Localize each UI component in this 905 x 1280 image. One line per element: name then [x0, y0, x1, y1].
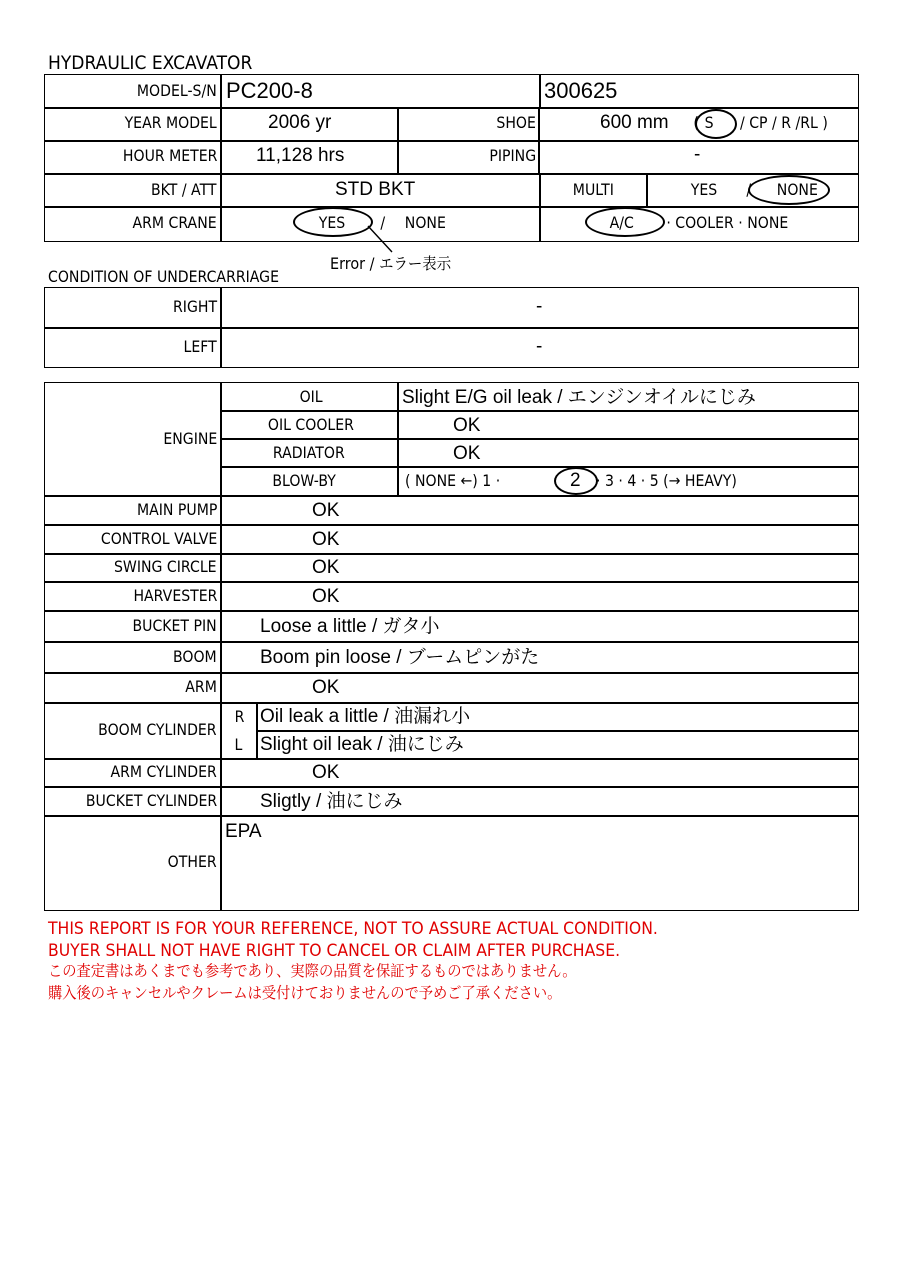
blowby-scale-left: ( NONE ←) 1 ·	[405, 471, 501, 490]
boom-cylinder-label: BOOM CYLINDER	[98, 720, 217, 739]
main-pump-value: OK	[312, 500, 340, 521]
disclaimer-line-2: BUYER SHALL NOT HAVE RIGHT TO CANCEL OR CLAIM AFTER PURCHASE.	[48, 941, 621, 961]
multi-sep: /	[746, 180, 752, 199]
multi-yes: YES	[690, 180, 718, 199]
hour-meter-value: 11,128 hrs	[256, 145, 345, 166]
boom-cylinder-r-value: Oil leak a little / 油漏れ小	[260, 706, 471, 727]
shoe-option-s: S	[704, 113, 714, 132]
control-valve-value: OK	[312, 529, 340, 550]
model-sn-label: MODEL-S/N	[137, 81, 217, 100]
document-title: HYDRAULIC EXCAVATOR	[48, 52, 253, 74]
model-value: PC200-8	[226, 78, 313, 103]
serial-value: 300625	[544, 78, 618, 103]
undercarriage-title: CONDITION OF UNDERCARRIAGE	[48, 267, 279, 286]
harvester-label: HARVESTER	[133, 586, 217, 605]
swing-circle-value: OK	[312, 557, 340, 578]
oil-value: Slight E/G oil leak / エンジンオイルにじみ	[402, 387, 756, 408]
oil-cooler-label: OIL COOLER	[267, 415, 354, 434]
arm-cylinder-value: OK	[312, 762, 340, 783]
ac-rest: · COOLER · NONE	[666, 213, 789, 232]
left-label: LEFT	[183, 337, 217, 356]
right-label: RIGHT	[172, 297, 217, 316]
ac-selected-circle	[585, 207, 665, 237]
swing-circle-label: SWING CIRCLE	[114, 557, 217, 576]
boom-cylinder-l-value: Slight oil leak / 油にじみ	[260, 734, 464, 755]
bucket-pin-label: BUCKET PIN	[132, 616, 217, 635]
year-model-value: 2006 yr	[268, 112, 332, 133]
arm-cylinder-label: ARM CYLINDER	[110, 762, 217, 781]
piping-value: -	[694, 144, 701, 165]
arm-value: OK	[312, 677, 340, 698]
arm-crane-sep: /	[380, 213, 386, 232]
harvester-value: OK	[312, 586, 340, 607]
disclaimer-line-3: この査定書はあくまでも参考であり、実際の品質を保証するものではありません。	[48, 962, 577, 980]
shoe-option-open: (	[693, 113, 699, 132]
disclaimer-line-4: 購入後のキャンセルやクレームは受付けておりませんので予めご了承ください。	[48, 984, 562, 1002]
control-valve-label: CONTROL VALVE	[100, 529, 217, 548]
radiator-label: RADIATOR	[272, 443, 345, 462]
other-label: OTHER	[168, 852, 217, 871]
bucket-cylinder-label: BUCKET CYLINDER	[85, 791, 217, 810]
multi-none: NONE	[776, 180, 818, 199]
engine-label: ENGINE	[163, 429, 217, 448]
shoe-option-rest: / CP / R /RL )	[739, 113, 828, 132]
blowby-scale-right: · 3 · 4 · 5 (→ HEAVY)	[596, 471, 737, 490]
other-value: EPA	[225, 821, 262, 842]
shoe-selected-circle	[695, 109, 737, 139]
disclaimer-line-1: THIS REPORT IS FOR YOUR REFERENCE, NOT TO ASSURE ACTUAL CONDITION.	[48, 919, 658, 939]
bucket-cylinder-value: Sligtly / 油にじみ	[260, 791, 403, 812]
bkt-att-label: BKT / ATT	[151, 180, 217, 199]
shoe-value: 600 mm	[600, 112, 669, 133]
arm-crane-yes: YES	[318, 213, 346, 232]
left-value: -	[536, 336, 543, 357]
boom-cylinder-l: L	[234, 735, 243, 754]
oil-label: OIL	[299, 387, 323, 406]
shoe-label: SHOE	[496, 113, 536, 132]
oil-cooler-value: OK	[453, 415, 481, 436]
blowby-selected-value: 2	[570, 470, 581, 491]
ac-value: A/C	[609, 213, 634, 232]
piping-label: PIPING	[489, 146, 536, 165]
error-annotation: Error / エラー表示	[330, 254, 452, 273]
bkt-att-value: STD BKT	[335, 179, 416, 200]
boom-label: BOOM	[173, 647, 217, 666]
blowby-selected-circle	[554, 467, 598, 495]
radiator-value: OK	[453, 443, 481, 464]
multi-label: MULTI	[572, 180, 614, 199]
hour-meter-label: HOUR METER	[122, 146, 217, 165]
multi-selected-circle	[748, 175, 830, 205]
right-value: -	[536, 296, 543, 317]
boom-value: Boom pin loose / ブームピンがた	[260, 647, 540, 668]
main-pump-label: MAIN PUMP	[136, 500, 217, 519]
year-model-label: YEAR MODEL	[124, 113, 217, 132]
boom-cylinder-r: R	[234, 707, 245, 726]
bucket-pin-value: Loose a little / ガタ小	[260, 616, 440, 637]
arm-crane-label: ARM CRANE	[132, 213, 217, 232]
blowby-label: BLOW-BY	[272, 471, 336, 490]
arm-crane-none: NONE	[404, 213, 446, 232]
arm-label: ARM	[185, 677, 217, 696]
